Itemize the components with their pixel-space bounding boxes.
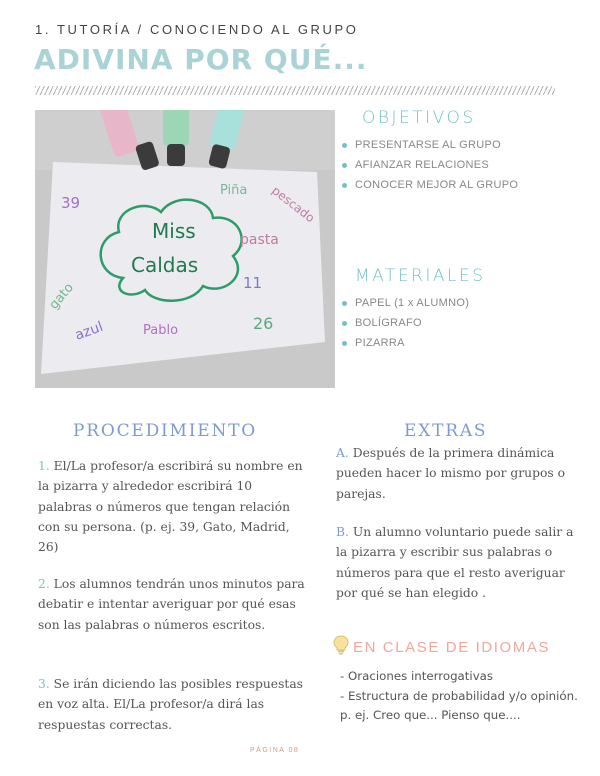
extra-item-b	[336, 522, 576, 603]
word-39: 39	[61, 194, 81, 212]
page-number: PÁGINA 08	[250, 747, 300, 754]
step-text: Se irán diciendo las posibles respuestas en voz alta. El/La profesor/a dirá las respuestas correctas.	[38, 677, 303, 732]
page-title: ADIVINA POR QUÉ...	[34, 43, 368, 76]
list-item: PRESENTARSE AL GRUPO	[342, 135, 518, 155]
procedure-step-2	[38, 574, 306, 635]
cloud-text-2: Caldas	[131, 253, 199, 277]
word-azul: azul	[72, 318, 106, 344]
step-number: 1.	[38, 459, 50, 473]
procedimiento-heading: PROCEDIMIENTO	[73, 421, 258, 441]
extra-text: Después de la primera dinámica pueden hacer lo mismo por grupos o parejas.	[336, 446, 565, 501]
lightbulb-icon	[333, 635, 349, 655]
list-item: PIZARRA	[342, 333, 469, 353]
word-pescado: pescado	[269, 183, 318, 226]
list-item: - Estructura de probabilidad y/o opinión. p. ej. Creo que... Pienso que....	[340, 688, 578, 722]
list-item: - Oraciones interrogativas	[340, 669, 494, 683]
hatched-divider	[35, 86, 555, 95]
step-text: El/La profesor/a escribirá su nombre en la pizarra y alrededor escribirá 10 palabras o números que tengan relación con su persona. (p. ej. 39, Gato, Madrid, 26)	[38, 459, 303, 555]
objetivos-heading: OBJETIVOS	[362, 108, 476, 128]
list-item: BOLÍGRAFO	[342, 313, 469, 333]
word-11: 11	[243, 274, 263, 292]
extra-text: Un alumno voluntario puede salir a la pizarra y escribir sus palabras o números para que el resto averiguar por qué se han elegido .	[336, 525, 574, 600]
extras-heading: EXTRAS	[404, 421, 488, 441]
procedure-step-1	[38, 456, 306, 557]
section-label: 1. TUTORÍA / CONOCIENDO AL GRUPO	[35, 22, 359, 37]
step-number: 3.	[38, 677, 50, 691]
cloud-text-1: Miss	[152, 219, 196, 243]
word-pasta: pasta	[240, 232, 279, 248]
procedure-step-3	[38, 674, 306, 735]
list-item: PAPEL (1 x ALUMNO)	[342, 293, 469, 313]
word-gato: gato	[46, 280, 77, 313]
step-text: Los alumnos tendrán unos minutos para debatir e intentar averiguar por qué esas son las palabras o números escritos.	[38, 577, 305, 632]
extra-letter: B.	[336, 525, 349, 539]
materiales-list	[342, 293, 469, 353]
photo-whiteboard	[35, 110, 335, 388]
en-clase-heading	[333, 635, 550, 656]
en-clase-heading-text: EN CLASE DE IDIOMAS	[353, 639, 551, 656]
word-pina: Piña	[220, 183, 248, 198]
extra-letter: A.	[336, 446, 349, 460]
photo-illustration	[35, 110, 335, 388]
materiales-heading: MATERIALES	[355, 266, 486, 286]
extra-item-a	[336, 443, 576, 504]
word-pablo: Pablo	[143, 323, 179, 338]
list-item: AFIANZAR RELACIONES	[342, 155, 518, 175]
word-26: 26	[253, 314, 274, 333]
en-clase-list	[340, 667, 580, 726]
step-number: 2.	[38, 577, 50, 591]
list-item: CONOCER MEJOR AL GRUPO	[342, 175, 518, 195]
objetivos-list	[342, 135, 518, 195]
